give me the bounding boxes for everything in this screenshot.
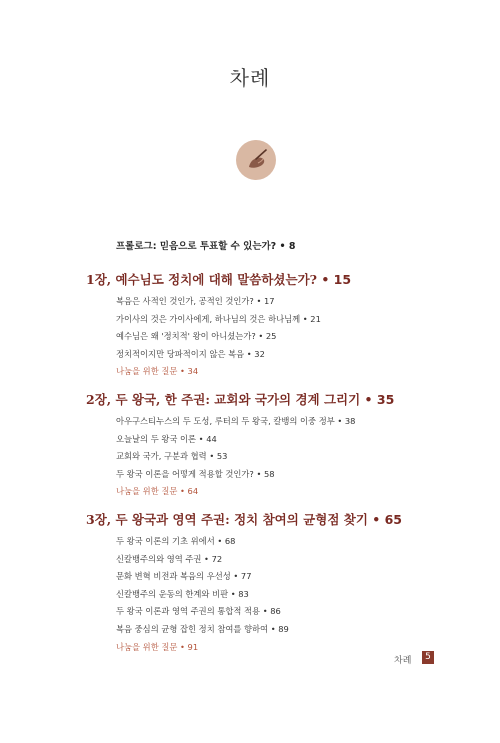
footer-section-label: 차례: [394, 656, 412, 666]
list-item[interactable]: 두 왕국 이론의 기초 위에서 • 68: [116, 536, 236, 546]
list-item[interactable]: 예수님은 왜 '정치적' 왕이 아니셨는가? • 25: [116, 331, 277, 342]
footer-page-number: 5: [422, 651, 434, 664]
chapter-1-heading[interactable]: [86, 270, 351, 288]
list-item[interactable]: 아우구스티누스의 두 도성, 루터의 두 왕국, 칼뱅의 이중 정부 • 38: [116, 416, 356, 426]
prologue-entry[interactable]: 프롤로그: 믿음으로 투표할 수 있는가? • 8: [116, 241, 296, 252]
chapter-3-title: 3장, 두 왕국과 영역 주권: 정치 참여의 균형점 찾기: [86, 512, 368, 527]
chapter-2-title: 2장, 두 왕국, 한 주권: 교회와 국가의 경계 그리기: [86, 392, 361, 407]
list-item[interactable]: 가이사의 것은 가이사에게, 하나님의 것은 하나님께 • 21: [116, 313, 321, 324]
chapter-3-heading[interactable]: [86, 510, 402, 528]
list-item[interactable]: 오늘날의 두 왕국 이론 • 44: [116, 433, 217, 444]
list-item[interactable]: 복음은 사적인 것인가, 공적인 것인가? • 17: [116, 296, 275, 306]
chapter-2-heading[interactable]: [86, 390, 394, 408]
chapter-2-page: • 35: [364, 392, 395, 407]
list-item[interactable]: 교회와 국가, 구분과 협력 • 53: [116, 451, 228, 462]
hand-pen-emblem-icon: [236, 140, 276, 180]
list-item[interactable]: 두 왕국 이론과 영역 주권의 통합적 적용 • 86: [116, 606, 281, 617]
list-item-questions[interactable]: 나눔을 위한 질문 • 34: [116, 366, 199, 377]
list-item-questions[interactable]: 나눔을 위한 질문 • 64: [116, 486, 199, 497]
list-item[interactable]: 두 왕국 이론을 어떻게 적용할 것인가? • 58: [116, 468, 275, 479]
chapter-1-title: 1장, 예수님도 정치에 대해 말씀하셨는가?: [86, 272, 317, 287]
chapter-3-list: [116, 533, 289, 656]
list-item[interactable]: 문화 변혁 비전과 복음의 우선성 • 77: [116, 571, 252, 582]
list-item-questions[interactable]: 나눔을 위한 질문 • 91: [116, 641, 199, 652]
list-item[interactable]: 복음 중심의 균형 잡힌 정치 참여를 향하여 • 89: [116, 623, 289, 634]
chapter-3-page: • 65: [372, 512, 403, 527]
page-title: 차례: [229, 66, 271, 90]
list-item[interactable]: 정치적이지만 당파적이지 않은 복음 • 32: [116, 348, 265, 359]
list-item[interactable]: 신칼뱅주의와 영역 주권 • 72: [116, 553, 223, 564]
chapter-2-list: [116, 413, 355, 501]
chapter-1-list: [116, 293, 321, 381]
chapter-1-page: • 15: [321, 272, 352, 287]
list-item[interactable]: 신칼뱅주의 운동의 한계와 비판 • 83: [116, 588, 249, 599]
